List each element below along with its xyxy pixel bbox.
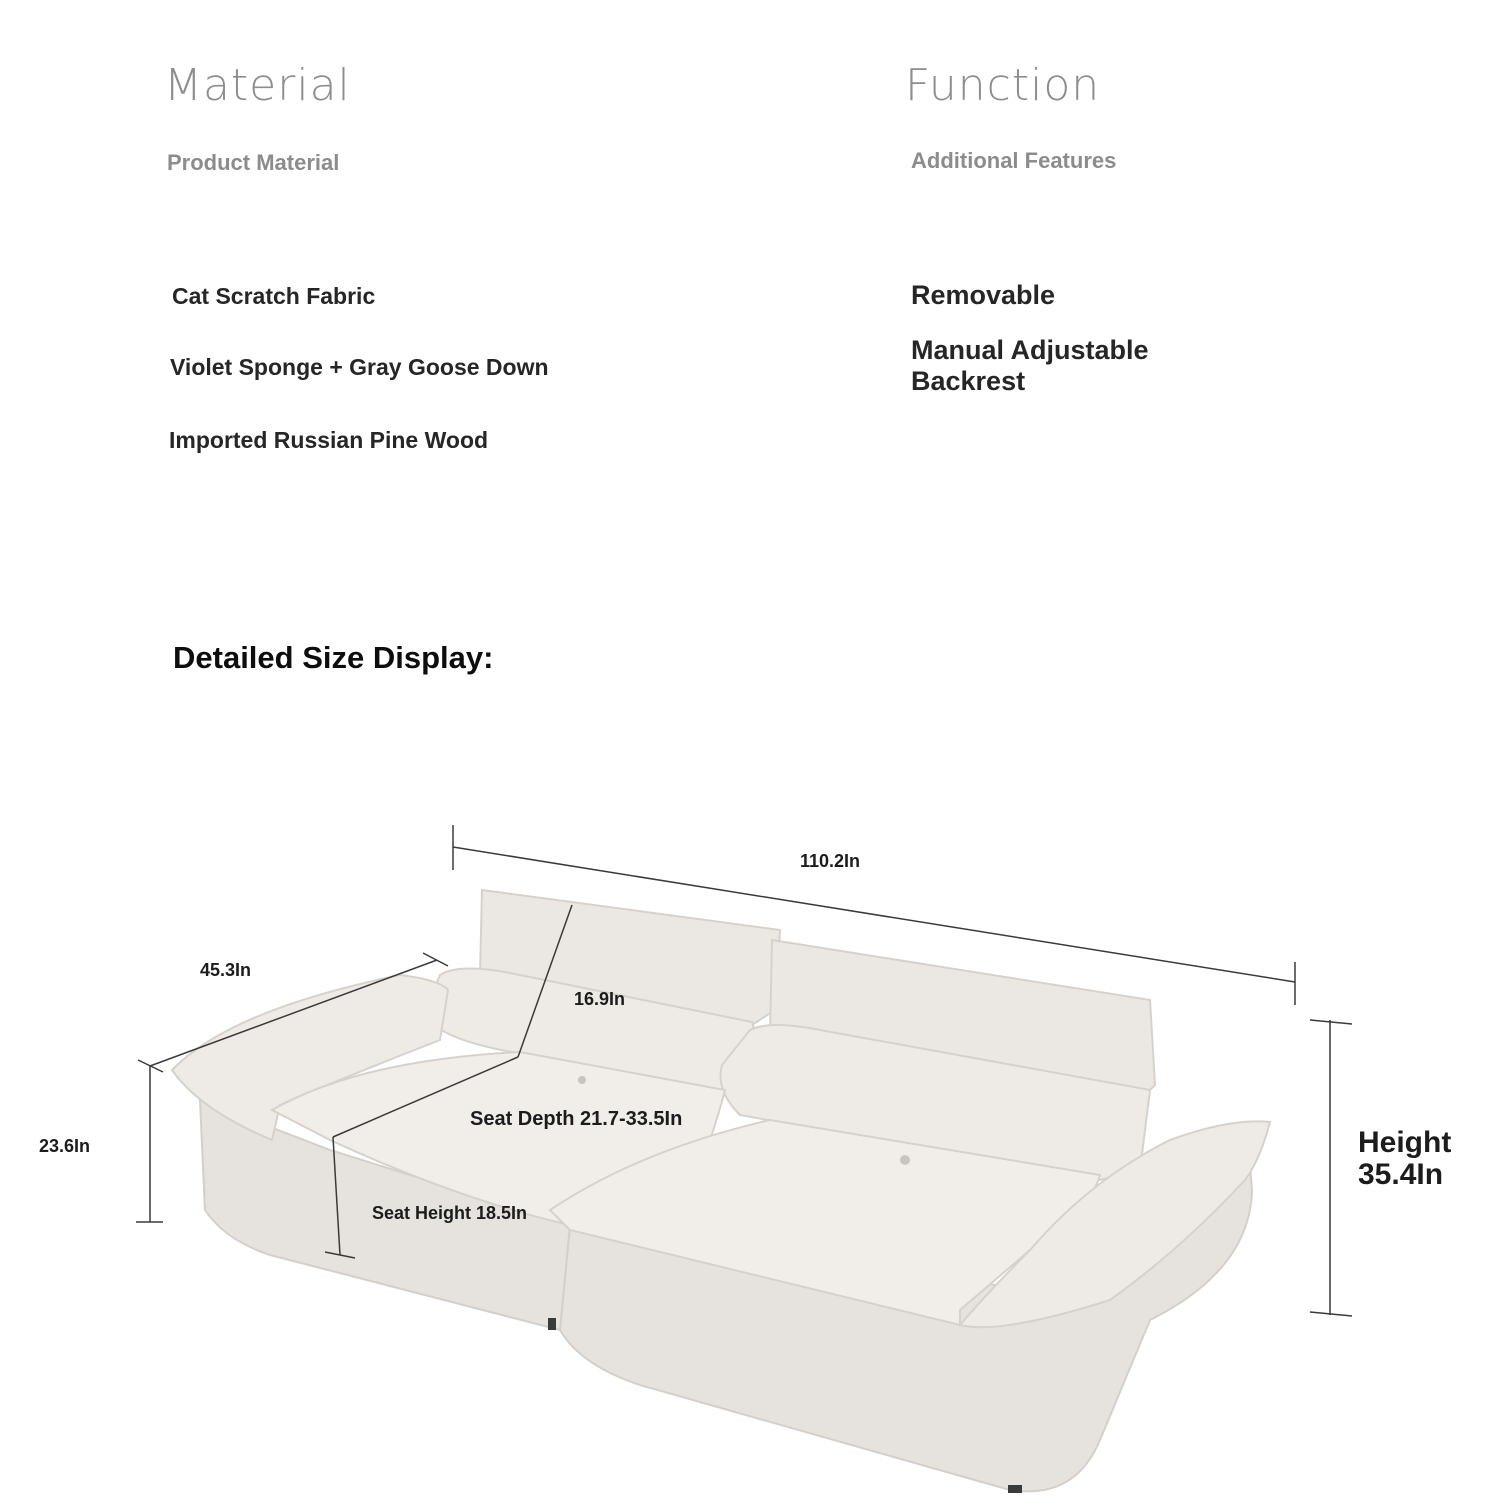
material-subheading: Product Material (167, 150, 340, 175)
dim-arm-height-label: 23.6In (39, 1136, 91, 1156)
dim-height-label: Height (1358, 1126, 1452, 1159)
dim-seat-height-label: Seat Height 18.5In (372, 1203, 528, 1223)
function-item-removable: Removable (911, 280, 1056, 310)
function-item-backrest: Backrest (911, 366, 1026, 396)
material-heading: Material (164, 60, 351, 111)
size-section-title: Detailed Size Display: (173, 640, 494, 675)
function-heading: Function (905, 60, 1101, 111)
dim-seat-depth-label: Seat Depth 21.7-33.5In (470, 1108, 683, 1130)
material-item-fabric: Cat Scratch Fabric (172, 283, 376, 309)
material-item-filling: Violet Sponge + Gray Goose Down (170, 354, 549, 380)
dim-depth-label: 45.3In (200, 960, 252, 980)
dim-length-label: 110.2In (800, 851, 861, 871)
dim-backrest-label: 16.9In (574, 989, 626, 1009)
function-subheading: Additional Features (911, 148, 1117, 173)
material-item-frame: Imported Russian Pine Wood (169, 427, 489, 453)
function-item-adjustable: Manual Adjustable (911, 335, 1149, 365)
dim-height-value: 35.4In (1358, 1158, 1444, 1191)
